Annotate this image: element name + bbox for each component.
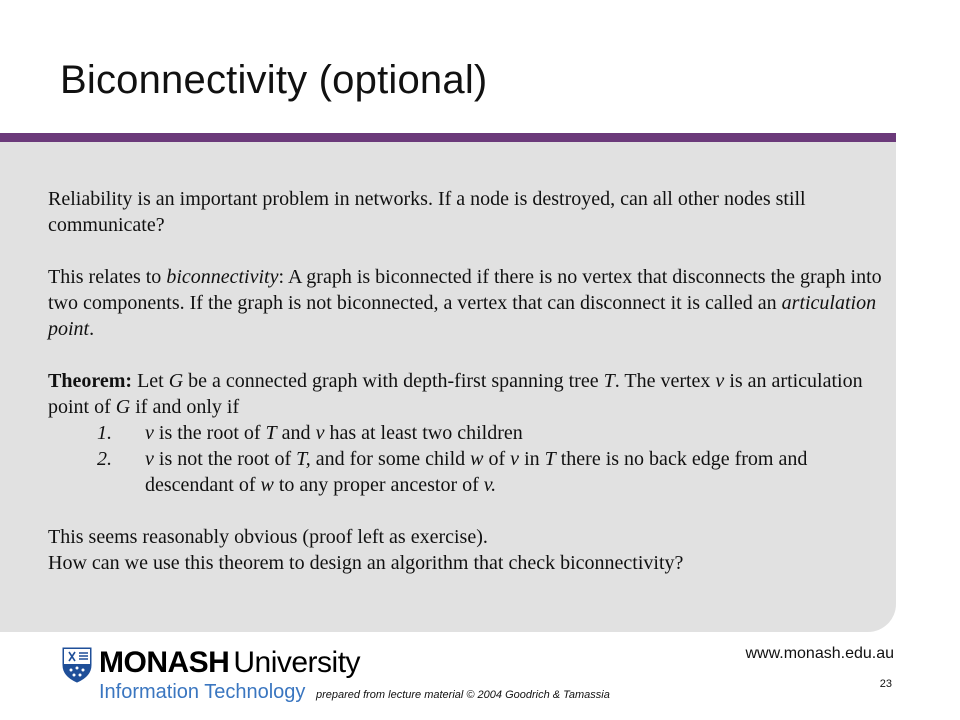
credit-line: prepared from lecture material © 2004 Goodrich & Tamassia (316, 689, 610, 701)
theorem-label: Theorem: (48, 370, 133, 392)
list-number: 1. (97, 422, 112, 444)
accent-bar (0, 133, 896, 142)
intro-paragraph: Reliability is an important problem in networks. If a node is destroyed, can all other nodes still communicate? (48, 188, 806, 236)
shield-icon (62, 647, 92, 683)
slide-title: Biconnectivity (optional) (60, 58, 488, 102)
website-url: www.monash.edu.au (745, 645, 894, 662)
list-number: 2. (97, 448, 112, 470)
list-item: 2. v is not the root of T, and for some child w of v in T there is no back edge from and descendant of w to any proper ancestor of v. (97, 448, 808, 496)
page-number: 23 (879, 678, 892, 690)
university-wordmark: MONASH University (99, 646, 361, 679)
theorem-paragraph: Theorem: Let G be a connected graph with depth-first spanning tree T. The vertex v is an articulation point of G if and only if (48, 370, 863, 418)
slide-body (48, 186, 883, 576)
biconnectivity-paragraph: This relates to biconnectivity: A graph is biconnected if there is no vertex that disconnects the graph into two components. If the graph is not biconnected, a vertex that can disconnect it is called an articulation point. (48, 266, 882, 340)
question-line: How can we use this theorem to design an algorithm that check biconnectivity? (48, 552, 684, 574)
list-item: 1. v is the root of T and v has at least two children (97, 422, 523, 444)
faculty-name: Information Technology (99, 681, 306, 703)
closing-line: This seems reasonably obvious (proof left as exercise). (48, 526, 488, 548)
